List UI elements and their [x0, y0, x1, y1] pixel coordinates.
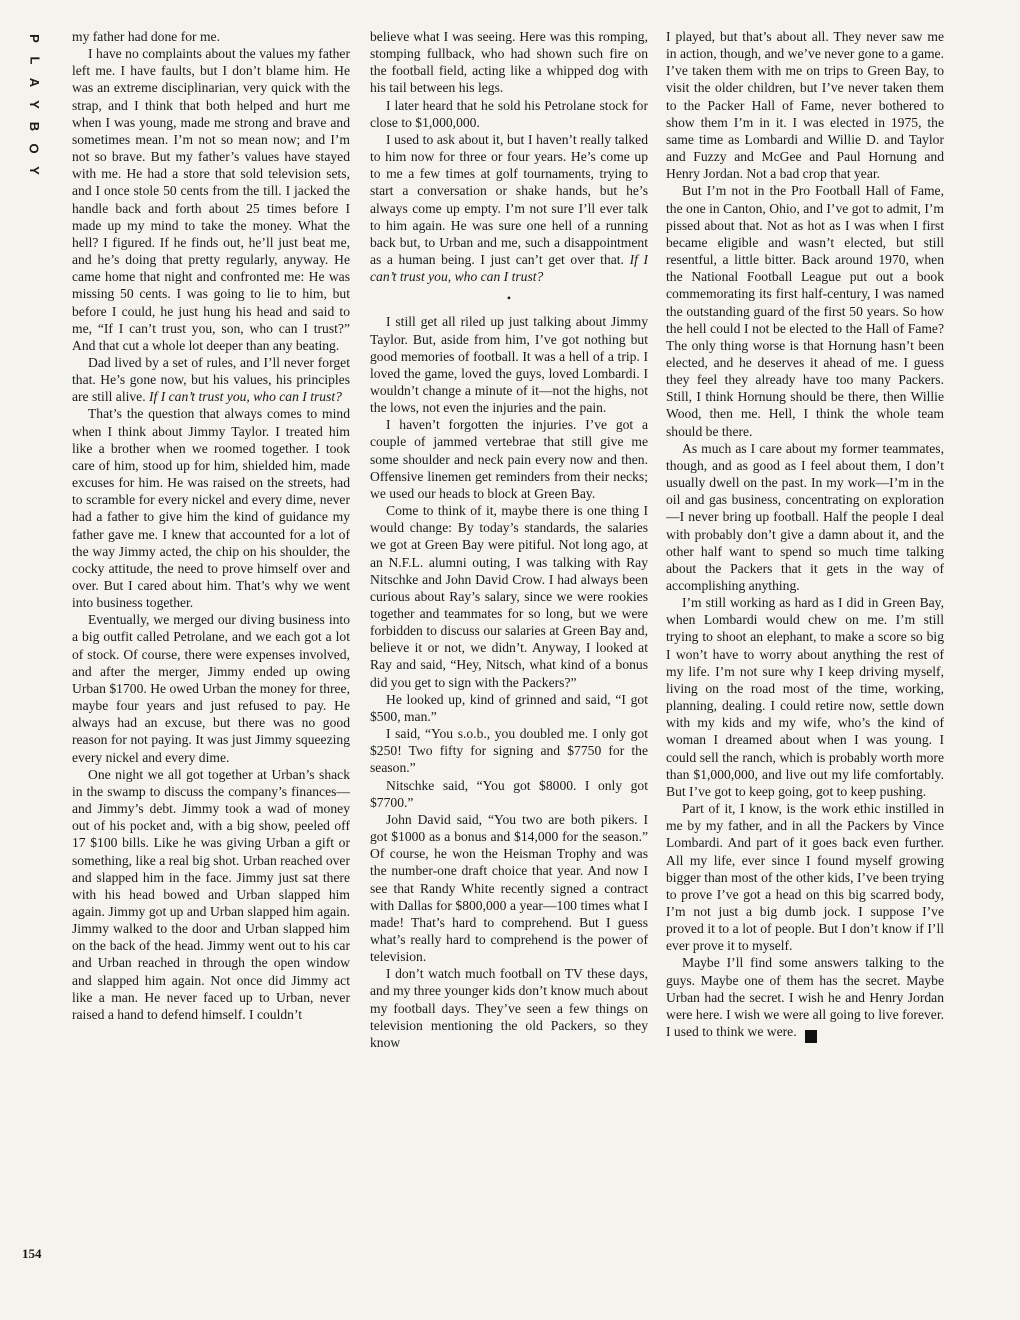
paragraph-text: I have no complaints about the values my father left me. I have faults, but I don’t blame him. He was an extreme disciplinarian, very quick with the strap, and I think that both helped and hurt me when I was young, made me strong and brave and sometimes mean. I’m not so mean now; and I’m not so brave. But my father’s values have stayed with me. He had a store that sold television sets, and I once stole 50 cents from the till. I jacked the handle back and forth about 25 times before I made up my mind to take the money. What the hell? I figured. If he finds out, he’ll just beat me, and he’s doing that pretty regularly, anyway. He came home that night and confronted me: He was missing 50 cents. I was going to lie to him, but before I could, he just hung his head and said to me, “If I can’t trust you, son, who can I trust?” And that cut a whole lot deeper than any beating.: [72, 46, 350, 353]
paragraph-text: I’m still working as hard as I did in Green Bay, when Lombardi would chew on me. I’m still trying to shoot an elephant, to make a score so big I won’t have to worry about anything the rest of my life. I’m not sure why I keep driving myself, living on the road most of the time, working, planning, dealing. I could retire now, settle down with my kids and my wife, who’s the kind of woman I dreamed about when I was young. I could sell the ranch, which is probably worth more than $1,000,000, and live out my life comfortably. But I’ve got to keep going, got to keep pushing.: [666, 595, 944, 799]
italic-quote: If I can’t trust you, who can I trust?: [370, 252, 648, 285]
paragraph: [370, 131, 648, 285]
paragraph: [370, 965, 648, 1051]
paragraph-text: One night we all got together at Urban’s shack in the swamp to discuss the company’s finances—and Jimmy’s debt. Jimmy took a wad of money out of his pocket and, with a big show, peeled off 17 $100 bills. Like he was giving Urban a gift or something, like a real big shot. Urban reached over and slapped him in the face. Jimmy just sat there with his head bowed and Urban slapped him again. Jimmy got up and Urban slapped him again. Jimmy walked to the door and Urban slapped him on the back of the head. Jimmy went out to his car and Urban reached in through the open window and slapped him again. Not once did Jimmy act like a man. He never faced up to Urban, never raised a hand to defend himself. I couldn’t: [72, 766, 350, 1022]
page-number: 154: [22, 1246, 42, 1261]
paragraph: [666, 800, 944, 954]
masthead: [22, 28, 46, 182]
paragraph: [666, 594, 944, 800]
masthead-letter: A: [26, 77, 42, 89]
paragraph-text: But I’m not in the Pro Football Hall of Fame, the one in Canton, Ohio, and I’ve got to admit, I’m pissed about that. Not as hot as I was when I first became eligible and wasn’t elected, but still resentful, a little bitter. Back around 1970, when the National Football League put out a book commemorating its first half-century, I was named the outstanding guard of the first 50 years. So how the hell could I not be elected to the Hall of Fame? The only thing worse is that Hornung hasn’t been elected, and he deserves it ahead of me. I guess they feel they already have too many Packers. Still, I think Hornung should be there, then Willie Wood, then me. Hell, I think the whole team should be there.: [666, 183, 944, 439]
paragraph-text: That’s the question that always comes to mind when I think about Jimmy Taylor. I treated him like a brother when we roomed together. I took care of him, stood up for him, shielded him, made excuses for him. He was raised on the streets, had to scramble for every nickel and every dime, never had a father to give him the kind of guidance my father gave me. I knew that accounted for a lot of the way Jimmy acted, the chip on his shoulder, the cocky attitude, the need to prove himself over and over. But I cared about him. That’s why we went into business together.: [72, 406, 350, 611]
paragraph-text: John David said, “You two are both pikers. I got $1000 as a bonus and $14,000 for the season.” Of course, he won the Heisman Trophy and was the number-one draft choice that year. And now I see that Randy White recently signed a contract with Dallas for $800,000 a year—100 times what I made! That’s hard to comprehend. But I guess what’s really hard to comprehend is the power of television.: [370, 811, 648, 965]
paragraph: [370, 777, 648, 811]
paragraph-text: I still get all riled up just talking about Jimmy Taylor. But, aside from him, I’ve got nothing but good memories of football. It was a hell of a trip. I loved the game, loved the guys, loved Lombardi. I wouldn’t change a minute of it—not the highs, not the lows, not even the injuries and the pain.: [370, 314, 648, 416]
paragraph-text: Eventually, we merged our diving business into a big outfit called Petrolane, and we each got a lot of stock. Of course, there were expenses involved, and after the merger, Jimmy ended up owing Urban $1700. He owed Urban the money for three, maybe four years and just refused to pay. He always had an excuse, but there was no good reason for not paying. It was just Jimmy squeezing every nickel and every dime.: [72, 612, 350, 765]
paragraph: [666, 440, 944, 594]
paragraph-text: I played, but that’s about all. They never saw me in action, though, and we’ve never gone to a game. I’ve taken them with me on trips to Green Bay, to visit the older children, but I’ve never taken them to the Packer Hall of Fame, never bothered to show them I’m in it. I was elected in 1975, the same time as Lombardi and Willie D. and Taylor and Fuzzy and McGee and Paul Hornung and Henry Jordan. Not a bad crop that year.: [666, 29, 944, 182]
paragraph-text: Dad lived by a set of rules, and I’ll never forget that. He’s gone now, but his values, his principles are still alive.: [72, 354, 350, 405]
paragraph: [72, 766, 350, 1023]
paragraph-text: He looked up, kind of grinned and said, “I got $500, man.”: [370, 691, 648, 724]
paragraph: [72, 405, 350, 611]
paragraph-text: Maybe I’ll find some answers talking to the guys. Maybe one of them has the secret. Maybe Urban had the secret. I wish he and Henry Jordan were here. I wish we were all going to live forever. I used to think we were.: [666, 955, 944, 1040]
paragraph: [370, 313, 648, 416]
paragraph: [370, 97, 648, 131]
paragraph: [72, 45, 350, 354]
masthead-letter: B: [26, 121, 42, 133]
paragraph: [72, 28, 350, 45]
paragraph-text: I said, “You s.o.b., you doubled me. I only got $250! Two fifty for signing and $7750 for the season.”: [370, 726, 648, 776]
article-column-2: [370, 28, 648, 1252]
article-column-3: [666, 28, 944, 1252]
paragraph-text: Come to think of it, maybe there is one thing I would change: By today’s standards, the salaries we got at Green Bay were pitiful. Not long ago, at an N.F.L. alumni outing, I was talking with Ray Nitschke and John David Crow. I had always been curious about Ray’s salary, since we were rookies together and teammates for so long, but we were forbidden to discuss our salaries at Green Bay and, believe it or not, we didn’t. Anyway, I looked at Ray and said, “Hey, Nitsch, what kind of a bonus did you get to sign with the Packers?”: [370, 503, 648, 690]
masthead-letter: Y: [26, 166, 42, 176]
masthead-letter: O: [27, 143, 42, 155]
paragraph-text: As much as I care about my former teammates, though, and as good as I feel about them, I don’t usually dwell on the past. In my work—I’m in the oil and gas business, concentrating on exploration—I never bring up football. Half the people I deal with probably don’t give a damn about it, and the other half want to spend so much time talking about the Packers that it gets in the way of accomplishing anything.: [666, 440, 944, 593]
paragraph: [666, 954, 944, 1043]
paragraph: [370, 28, 648, 97]
paragraph-text: I used to ask about it, but I haven’t really talked to him now for three or four years. He’s come up to me a few times at golf tournaments, trying to start a conversation or shake hands, but he’s always come up empty. I’m not sure I’ll ever talk to him again. He was sure one hell of a running back but, to Urban and me, such a disappointment as a human being. I just can’t get over that.: [370, 131, 648, 268]
paragraph-text: Nitschke said, “You got $8000. I only got $7700.”: [370, 777, 648, 810]
paragraph-text: I haven’t forgotten the injuries. I’ve got a couple of jammed vertebrae that still give me some shoulder and neck pain every now and then. Offensive linemen get reminders from their necks; we used our heads to block at Green Bay.: [370, 417, 648, 501]
paragraph-text: my father had done for me.: [72, 29, 220, 44]
masthead-letter: L: [26, 56, 42, 66]
paragraph-text: Part of it, I know, is the work ethic instilled in me by my father, and in all the Packers by Vince Lombardi. And part of it goes back even further. All my life, ever since I found myself growing bigger than most of the other kids, I’ve been trying to prove I’ve got a head on this big scarred body, I’m not just a big dumb jock. I suppose I’ve proved it to a lot of people. But I don’t know if I’ll ever prove it to myself.: [666, 801, 944, 954]
paragraph: [72, 354, 350, 405]
rabbit-end-mark-icon: ♠: [805, 1030, 817, 1043]
paragraph: [666, 182, 944, 439]
paragraph: [370, 691, 648, 725]
paragraph: [666, 28, 944, 182]
paragraph: [370, 416, 648, 502]
paragraph: [72, 611, 350, 765]
italic-quote: If I can’t trust you, who can I trust?: [149, 389, 342, 405]
paragraph-text: believe what I was seeing. Here was this romping, stomping fullback, who had shown such fire on the football field, acting like a whipped dog with his tail between his legs.: [370, 29, 648, 96]
article-column-1: [72, 28, 350, 1252]
paragraph: [370, 811, 648, 965]
paragraph-text: I later heard that he sold his Petrolane stock for close to $1,000,000.: [370, 97, 648, 130]
masthead-letter: Y: [26, 100, 42, 110]
paragraph: [370, 725, 648, 776]
paragraph: [370, 502, 648, 691]
paragraph-text: I don’t watch much football on TV these days, and my three younger kids don’t know much about my football days. They’ve seen a few things on television mentioning the old Packers, so they know: [370, 966, 648, 1050]
section-separator: •: [506, 291, 512, 306]
masthead-letter: P: [26, 34, 42, 44]
